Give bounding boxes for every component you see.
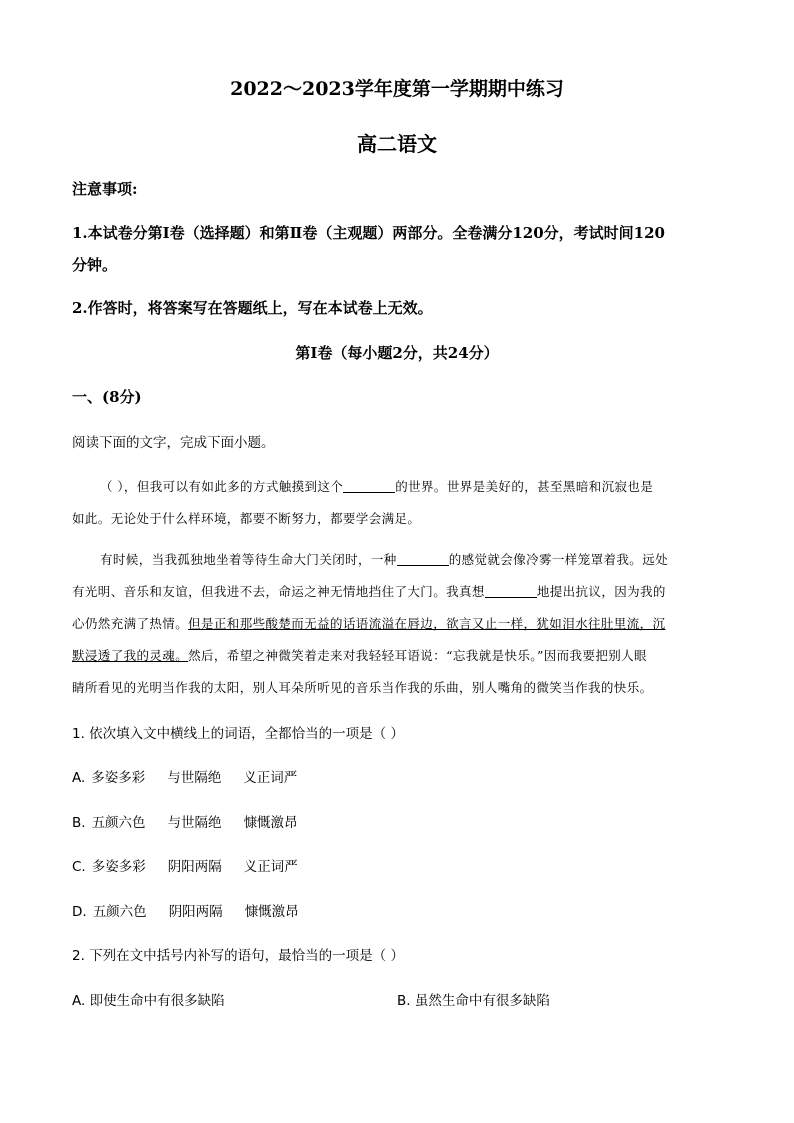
notice-item-1-line-1: 1.本试卷分第Ⅰ卷（选择题）和第Ⅱ卷（主观题）两部分。全卷满分120分，考试时间120: [72, 224, 665, 242]
notice-heading: 注意事项:: [72, 180, 138, 198]
option-word: 阴阳两隔: [168, 904, 223, 920]
passage-text: 然后，希望之神微笑着走来对我轻轻耳语说：“忘我就是快乐。”因而我要把别人眼: [188, 648, 647, 663]
passage-line: 睛所看见的光明当作我的太阳，别人耳朵所听见的音乐当作我的乐曲，别人嘴角的微笑当作我的快乐。: [72, 680, 653, 695]
question-1-stem: 1. 依次填入文中横线上的词语，全都恰当的一项是（ ）: [72, 726, 404, 742]
part-1-heading: 第Ⅰ卷（每小题2分，共24分）: [295, 344, 499, 362]
question-1-option-b: [72, 811, 320, 831]
exam-title: 2022～2023学年度第一学期期中练习: [230, 78, 564, 100]
passage-text: 的感觉就会像冷雾一样笼罩着我。远处: [448, 552, 669, 567]
option-label: C.: [72, 859, 86, 875]
option-word: 慷慨激昂: [244, 904, 299, 920]
section-heading: 一、(8分): [72, 388, 142, 406]
passage-text: 的世界。世界是美好的，甚至黑暗和沉寂也是: [395, 479, 654, 494]
notice-item-2: 2.作答时，将答案写在答题纸上，写在本试卷上无效。: [72, 299, 433, 317]
option-word: 五颜六色: [92, 904, 147, 920]
passage-text: 心仍然充满了热情。: [72, 616, 189, 631]
passage-text: 有光明、音乐和友谊，但我进不去，命运之神无情地挡住了大门。我真想: [72, 584, 485, 599]
option-label: D.: [72, 904, 87, 920]
passage-line: [72, 614, 665, 632]
passage-text: 地提出抗议，因为我的: [536, 584, 666, 599]
underlined-sentence: 但是正和那些酸楚而无益的话语流溢在唇边，欲言又止一样，犹如泪水往肚里流，沉: [188, 616, 666, 631]
option-word: 多姿多彩: [91, 770, 146, 786]
option-label: B.: [72, 815, 86, 831]
passage-text: （ ），但我可以有如此多的方式触摸到这个: [100, 479, 344, 494]
passage-text: 有时候，当我孤独地坐着等待生命大门关闭时，一种: [100, 552, 397, 567]
passage-line: 如此。无论处于什么样环境，都要不断努力，都要学会满足。: [72, 511, 421, 526]
option-word: 义正词严: [243, 770, 298, 786]
option-word: 义正词严: [243, 859, 298, 875]
option-word: 与世隔绝: [167, 770, 222, 786]
notice-item-1-line-2: 分钟。: [72, 256, 118, 274]
reading-instruction: 阅读下面的文字，完成下面小题。: [72, 435, 275, 451]
option-word: 与世隔绝: [167, 815, 222, 831]
fill-blank-3: [485, 585, 537, 598]
option-word: 阴阳两隔: [167, 859, 222, 875]
question-1-option-a: [72, 766, 319, 786]
option-word: 五颜六色: [91, 815, 146, 831]
passage-line: [100, 550, 668, 568]
subject-title: 高二语文: [357, 132, 437, 156]
option-label: A.: [72, 770, 86, 786]
question-1-option-c: [72, 855, 320, 875]
passage-line: [72, 646, 647, 664]
question-1-option-d: [72, 900, 321, 920]
option-word: 慷慨激昂: [243, 815, 298, 831]
option-word: 多姿多彩: [91, 859, 146, 875]
passage-line: [100, 477, 653, 495]
underlined-sentence: 默浸透了我的灵魂。: [72, 648, 189, 663]
question-2-stem: 2. 下列在文中括号内补写的语句，最恰当的一项是（ ）: [72, 948, 404, 964]
question-2-option-b: B. 虽然生命中有很多缺陷: [397, 993, 550, 1009]
fill-blank-1: [343, 480, 395, 493]
passage-line: [72, 582, 666, 600]
question-2-option-a: A. 即使生命中有很多缺陷: [72, 993, 225, 1009]
fill-blank-2: [397, 553, 449, 566]
